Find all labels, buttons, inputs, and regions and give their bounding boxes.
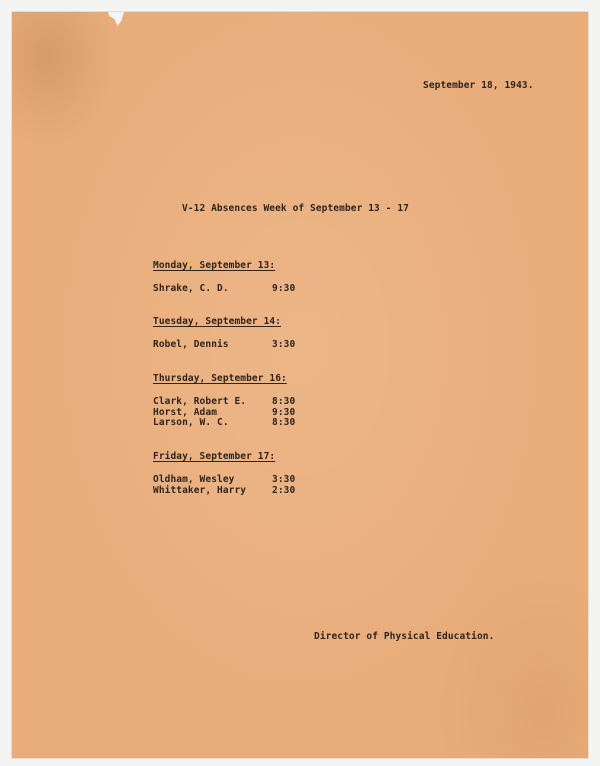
signature-line: Director of Physical Education. xyxy=(314,631,495,642)
entry-time: 9:30 xyxy=(272,407,296,418)
entry-time: 3:30 xyxy=(272,474,296,485)
paper-sheet xyxy=(12,12,588,758)
entry-name: Horst, Adam xyxy=(153,407,218,418)
entry-time: 8:30 xyxy=(272,396,296,407)
entry-time: 2:30 xyxy=(272,485,296,496)
section-heading-tuesday: Tuesday, September 14: xyxy=(153,316,282,327)
entry-name: Clark, Robert E. xyxy=(153,396,247,407)
section-heading-thursday: Thursday, September 16: xyxy=(153,373,287,384)
entry-name: Whittaker, Harry xyxy=(153,485,247,496)
torn-corner xyxy=(108,12,124,26)
section-heading-friday: Friday, September 17: xyxy=(153,451,276,462)
entry-name: Robel, Dennis xyxy=(153,339,229,350)
document-title: V-12 Absences Week of September 13 - 17 xyxy=(182,203,409,214)
entry-time: 8:30 xyxy=(272,417,296,428)
entry-name: Shrake, C. D. xyxy=(153,283,229,294)
document-date: September 18, 1943. xyxy=(423,80,534,91)
entry-time: 3:30 xyxy=(272,339,296,350)
entry-time: 9:30 xyxy=(272,283,296,294)
entry-name: Larson, W. C. xyxy=(153,417,229,428)
entry-name: Oldham, Wesley xyxy=(153,474,235,485)
section-heading-monday: Monday, September 13: xyxy=(153,260,276,271)
